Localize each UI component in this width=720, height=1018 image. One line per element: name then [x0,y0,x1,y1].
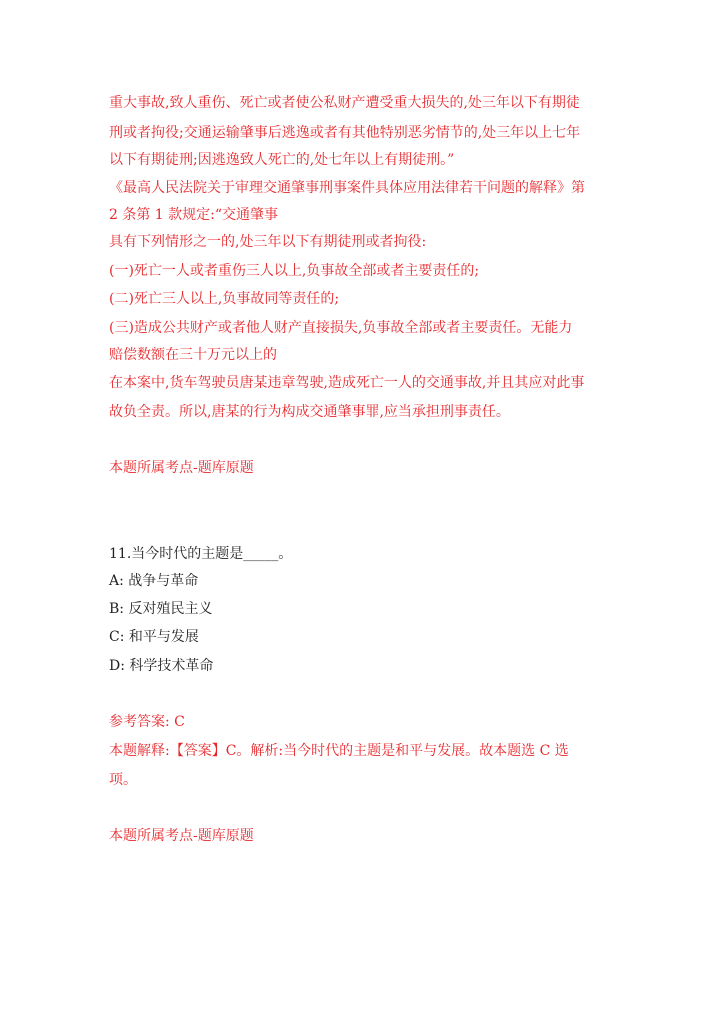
explanation-line: 故负全责。所以,唐某的行为构成交通肇事罪,应当承担刑事责任。 [109,404,510,420]
explanation-line: 以下有期徒刑;因逃逸致人死亡的,处七年以上有期徒刑。” [109,152,455,168]
option-b: B: 反对殖民主义 [109,601,213,617]
source-tag: 本题所属考点-题库原题 [109,460,254,476]
explanation-line: (二)死亡三人以上,负事故同等责任的; [109,291,340,307]
answer-line: 参考答案: C [109,714,185,730]
explanation-line: 在本案中,货车驾驶员唐某违章驾驶,造成死亡一人的交通事故,并且其应对此事 [109,375,585,391]
explanation-line: (一)死亡一人或者重伤三人以上,负事故全部或者主要责任的; [109,263,480,279]
answer-explanation-line: 本题解释:【答案】C。解析:当今时代的主题是和平与发展。故本题选 C 选 [109,743,569,759]
explanation-line: 2 条第 1 款规定:“交通肇事 [109,207,279,223]
option-d: D: 科学技术革命 [109,658,214,674]
explanation-line: (三)造成公共财产或者他人财产直接损失,负事故全部或者主要责任。无能力 [109,320,573,336]
answer-explanation-line: 项。 [109,772,137,788]
explanation-line: 重大事故,致人重伤、死亡或者使公私财产遭受重大损失的,处三年以下有期徒 [109,95,580,111]
explanation-line: 《最高人民法院关于审理交通肇事刑事案件具体应用法律若干问题的解释》第 [109,180,585,196]
question-stem: 11.当今时代的主题是_____。 [109,546,293,562]
source-tag: 本题所属考点-题库原题 [109,828,254,844]
option-a: A: 战争与革命 [109,573,199,589]
explanation-line: 具有下列情形之一的,处三年以下有期徒刑或者拘役: [109,234,427,250]
explanation-line: 赔偿数额在三十万元以上的 [109,347,277,363]
explanation-line: 刑或者拘役;交通运输肇事后逃逸或者有其他特别恶劣情节的,处三年以上七年 [109,125,581,141]
option-c: C: 和平与发展 [109,629,199,645]
